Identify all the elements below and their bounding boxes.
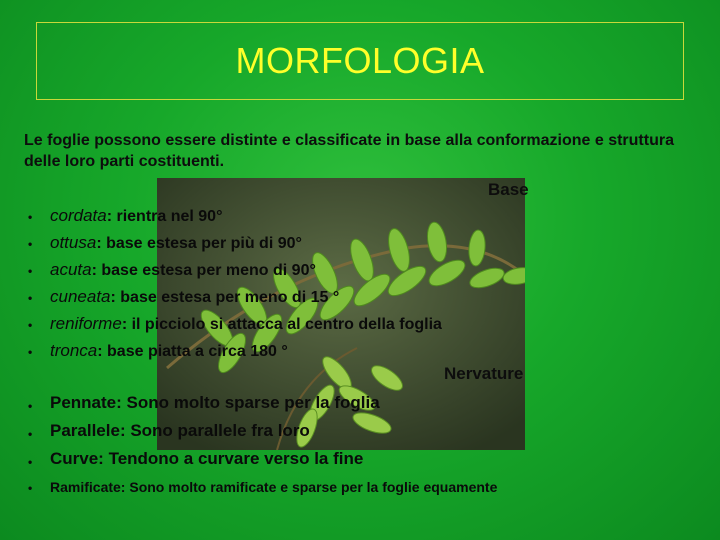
base-desc: : il picciolo si attacca al centro della foglia: [121, 316, 442, 333]
nervature-heading: Nervature: [444, 364, 524, 383]
list-item: [24, 287, 442, 314]
bullet-icon: •: [28, 399, 33, 413]
nervature-text: Pennate: Sono molto sparse per la foglia: [50, 393, 380, 412]
list-item: [24, 341, 442, 368]
nervature-text: Ramificate: Sono molto ramificate e sparse per la foglie equamente: [50, 479, 498, 495]
nervature-list: [24, 392, 497, 504]
bullet-icon: •: [28, 210, 33, 224]
list-item: [24, 314, 442, 341]
base-term: cordata: [50, 206, 107, 225]
bullet-icon: •: [28, 318, 33, 332]
nervature-text: Parallele: Sono parallele fra loro: [50, 421, 310, 440]
list-item: [24, 392, 497, 420]
bullet-icon: •: [28, 455, 33, 469]
list-item: [24, 448, 497, 476]
base-term: reniforme: [50, 314, 122, 333]
base-desc: : base estesa per più di 90°: [96, 235, 302, 252]
bullet-icon: •: [28, 291, 33, 305]
bullet-icon: •: [28, 427, 33, 441]
base-term: ottusa: [50, 233, 97, 252]
list-item: [24, 206, 442, 233]
list-item: [24, 420, 497, 448]
list-item: [24, 233, 442, 260]
slide-title: MORFOLOGIA: [235, 40, 485, 81]
base-desc: : base estesa per meno di 90°: [91, 262, 316, 279]
list-item: [24, 476, 497, 504]
base-term: cuneata: [50, 287, 111, 306]
intro-text: Le foglie possono essere distinte e classificate in base alla conformazione e struttura delle loro parti costituenti.: [24, 132, 674, 170]
bullet-icon: •: [28, 264, 33, 278]
bullet-icon: •: [28, 345, 33, 359]
base-desc: : rientra nel 90°: [106, 208, 223, 225]
base-term: acuta: [50, 260, 92, 279]
base-heading: Base: [488, 180, 529, 199]
bullet-icon: •: [28, 237, 33, 251]
base-term: tronca: [50, 341, 98, 360]
base-desc: : base piatta a circa 180 °: [97, 343, 288, 360]
title-box: [36, 22, 684, 100]
nervature-text: Curve: Tendono a curvare verso la fine: [50, 449, 364, 468]
base-list: [24, 206, 442, 368]
base-desc: : base estesa per meno di 15 °: [110, 289, 340, 306]
list-item: [24, 260, 442, 287]
bullet-icon: •: [28, 481, 33, 495]
